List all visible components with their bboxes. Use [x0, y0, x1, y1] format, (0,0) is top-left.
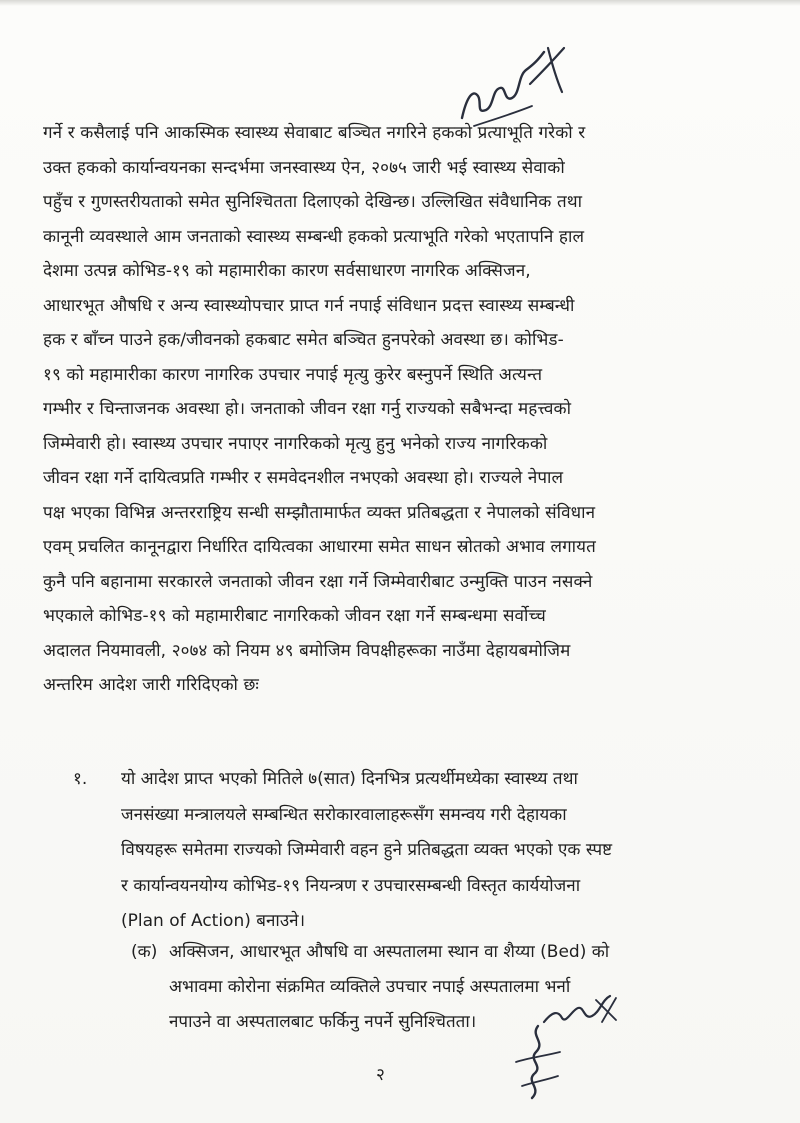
sub-item-label: (क) [131, 942, 158, 962]
paragraph-line: आधारभूत औषधि र अन्य स्वास्थ्योपचार प्राप्त गर्न नपाई संविधान प्रदत्त स्वास्थ्य सम्बन्धी [43, 295, 575, 316]
item-number: १. [73, 769, 88, 789]
page-top-edge [0, 0, 800, 6]
paragraph-line: गर्ने र कसैलाई पनि आकस्मिक स्वास्थ्य सेवाबाट बञ्चित नगरिने हकको प्रत्याभूति गरेको र [43, 123, 586, 143]
paragraph-line: भएकाले कोभिड-१९ को महामारीबाट नागरिकको जीवन रक्षा गर्ने सम्बन्धमा सर्वोच्च [43, 606, 546, 626]
paragraph-line: जीवन रक्षा गर्ने दायित्वप्रति गम्भीर र समवेदनशील नभएको अवस्था हो। राज्यले नेपाल [43, 468, 564, 488]
item-line: र कार्यान्वयनयोग्य कोभिड-१९ नियन्त्रण र उपचारसम्बन्धी विस्तृत कार्ययोजना [121, 875, 581, 896]
sub-item-line: अभावमा कोरोना संक्रमित व्यक्तिले उपचार नपाई अस्पतालमा भर्ना [169, 977, 571, 997]
item-line: विषयहरू समेतमा राज्यको जिम्मेवारी वहन हुने प्रतिबद्धता व्यक्त भएको एक स्पष्ट [121, 840, 613, 860]
page-number: २ [376, 1065, 385, 1085]
main-paragraph [43, 116, 721, 703]
item-body [121, 762, 733, 940]
signature-top [452, 40, 572, 132]
sub-item-line: नपाउने वा अस्पतालबाट फर्किनु नपर्ने सुनिश्चितता। [169, 1012, 477, 1032]
paragraph-line: अदालत नियमावली, २०७४ को नियम ४९ बमोजिम विपक्षीहरूका नाउँमा देहायबमोजिम [43, 640, 571, 661]
sub-item-body [169, 935, 733, 1040]
signature-bottom [508, 1022, 568, 1108]
paragraph-line: उक्त हकको कार्यान्वयनका सन्दर्भमा जनस्वास्थ्य ऐन, २०७५ जारी भई स्वास्थ्य सेवाको [43, 157, 565, 178]
paragraph-line: कुनै पनि बहानामा सरकारले जनताको जीवन रक्षा गर्ने जिम्मेवारीबाट उन्मुक्ति पाउन नसक्ने [43, 571, 593, 592]
item-line: (Plan of Action) बनाउने। [121, 911, 306, 931]
paragraph-line: देशमा उत्पन्न कोभिड-१९ को महामारीका कारण सर्वसाधारण नागरिक अक्सिजन, [43, 261, 531, 281]
sub-item-line: अक्सिजन, आधारभूत औषधि वा अस्पतालमा स्थान वा शैय्या (Bed) को [169, 942, 610, 962]
paragraph-line: पहुँच र गुणस्तरीयताको समेत सुनिश्चितता दिलाएको देखिन्छ। उल्लिखित संवैधानिक तथा [43, 192, 583, 212]
paragraph-line: १९ को महामारीका कारण नागरिक उपचार नपाई मृत्यु कुरेर बस्नुपर्ने स्थिति अत्यन्त [43, 364, 543, 385]
item-line: जनसंख्या मन्त्रालयले सम्बन्धित सरोकारवालाहरूसँग समन्वय गरी देहायका [121, 804, 567, 825]
paragraph-line: जिम्मेवारी हो। स्वास्थ्य उपचार नपाएर नागरिकको मृत्यु हुनु भनेको राज्य नागरिकको [43, 433, 548, 454]
paragraph-line: हक र बाँच्न पाउने हक/जीवनको हकबाट समेत बञ्चित हुनपरेको अवस्था छ। कोभिड- [43, 330, 564, 350]
paragraph-line: एवम् प्रचलित कानूनद्वारा निर्धारित दायित्वका आधारमा समेत साधन स्रोतको अभाव लगायत [43, 537, 596, 557]
paragraph-line: कानूनी व्यवस्थाले आम जनताको स्वास्थ्य सम्बन्धी हकको प्रत्याभूति गरेको भएतापनि हाल [43, 226, 585, 247]
paragraph-line: गम्भीर र चिन्ताजनक अवस्था हो। जनताको जीवन रक्षा गर्नु राज्यको सबैभन्दा महत्त्वको [43, 399, 572, 419]
paragraph-line: पक्ष भएका विभिन्न अन्तरराष्ट्रिय सन्धी सम्झौतामार्फत व्यक्त प्रतिबद्धता र नेपालको संविधान [43, 502, 596, 523]
paragraph-line: अन्तरिम आदेश जारी गरिदिएको छः [43, 675, 259, 695]
item-line: यो आदेश प्राप्त भएको मितिले ७(सात) दिनभित्र प्रत्यर्थीमध्येका स्वास्थ्य तथा [121, 769, 578, 789]
